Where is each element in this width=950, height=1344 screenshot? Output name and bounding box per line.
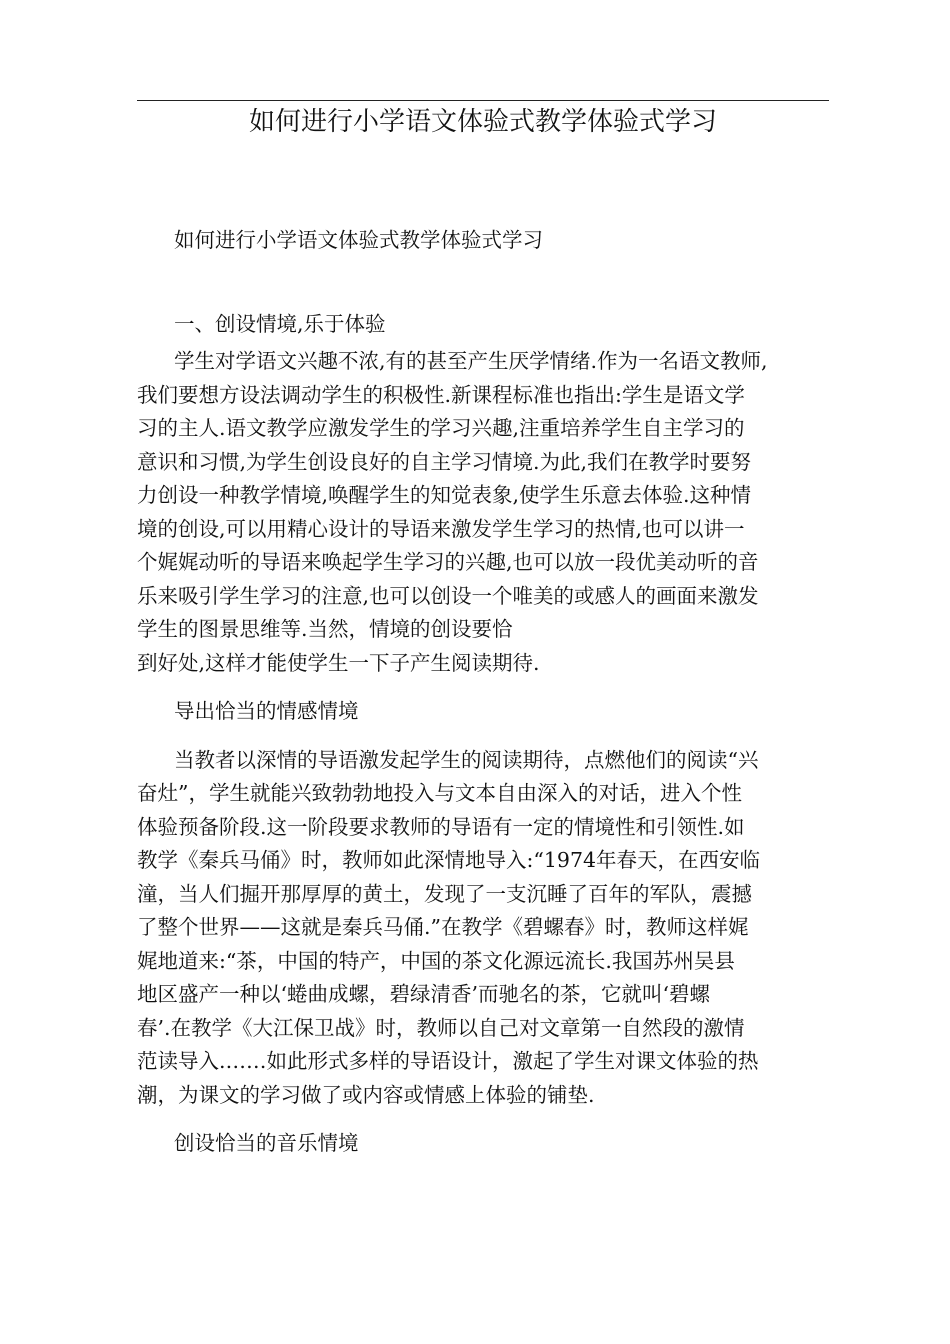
paragraph-line: 潼，当人们掘开那厚厚的黄土，发现了一支沉睡了百年的军队，震撼 [137, 881, 752, 906]
paragraph-2 [137, 744, 829, 1113]
section-heading: 一、创设情境,乐于体验 [174, 311, 386, 336]
document-body [137, 224, 829, 1161]
paragraph-line: 我们要想方设法调动学生的积极性.新课程标准也指出:学生是语文学 [137, 382, 745, 407]
paragraph-1 [137, 345, 829, 680]
document-subtitle: 如何进行小学语文体验式教学体验式学习 [174, 228, 543, 252]
paragraph-line: 奋灶”，学生就能兴致勃勃地投入与文本自由深入的对话，进入个性 [137, 781, 742, 805]
paragraph-line: 到好处,这样才能使学生一下子产生阅读期待. [137, 650, 540, 675]
document-title: 如何进行小学语文体验式教学体验式学习 [248, 107, 717, 137]
paragraph-line: 娓地道来:“茶，中国的特产，中国的茶文化源远流长.我国苏州吴县 [137, 948, 735, 973]
header-rule [137, 100, 829, 101]
paragraph-line: 春’.在教学《大江保卫战》时，教师以自己对文章第一自然段的激情 [137, 1015, 745, 1040]
subheading: 创设恰当的音乐情境 [174, 1131, 359, 1155]
paragraph-line: 乐来吸引学生学习的注意,也可以创设一个唯美的或感人的画面来激发 [137, 583, 759, 608]
paragraph-line: 力创设一种教学情境,唤醒学生的知觉表象,使学生乐意去体验.这种情 [137, 483, 752, 507]
paragraph-line: 当教者以深情的导语激发起学生的阅读期待，点燃他们的阅读“兴 [174, 747, 759, 772]
paragraph-line: 了整个世界——这就是秦兵马俑.”在教学《碧螺春》时，教师这样娓 [137, 915, 749, 939]
subheading: 导出恰当的情感情境 [174, 699, 359, 723]
paragraph-line: 学生对学语文兴趣不浓,有的甚至产生厌学情绪.作为一名语文教师, [174, 349, 768, 373]
paragraph-line: 教学《秦兵马俑》时，教师如此深情地导入:“1974年春天，在西安临 [137, 848, 761, 872]
paragraph-line: 习的主人.语文教学应激发学生的学习兴趣,注重培养学生自主学习的 [137, 416, 745, 440]
paragraph-line: 地区盛产一种以‘蜷曲成螺，碧绿清香’而驰名的茶，它就叫‘碧螺 [137, 982, 711, 1006]
paragraph-line: 境的创设,可以用精心设计的导语来激发学生学习的热情,也可以讲一 [137, 516, 745, 541]
paragraph-line: 范读导入.……如此形式多样的导语设计，激起了学生对课文体验的热 [137, 1049, 759, 1073]
paragraph-line: 意识和习惯,为学生创设良好的自主学习情境.为此,我们在教学时要努 [137, 449, 752, 474]
paragraph-line: 个娓娓动听的导语来唤起学生学习的兴趣,也可以放一段优美动听的音 [137, 550, 759, 574]
paragraph-line: 体验预备阶段.这一阶段要求教师的导语有一定的情境性和引领性.如 [137, 814, 745, 839]
paragraph-line: 学生的图景思维等.当然，情境的创设要恰 [137, 617, 513, 641]
paragraph-line: 潮，为课文的学习做了或内容或情感上体验的铺垫. [137, 1082, 595, 1107]
